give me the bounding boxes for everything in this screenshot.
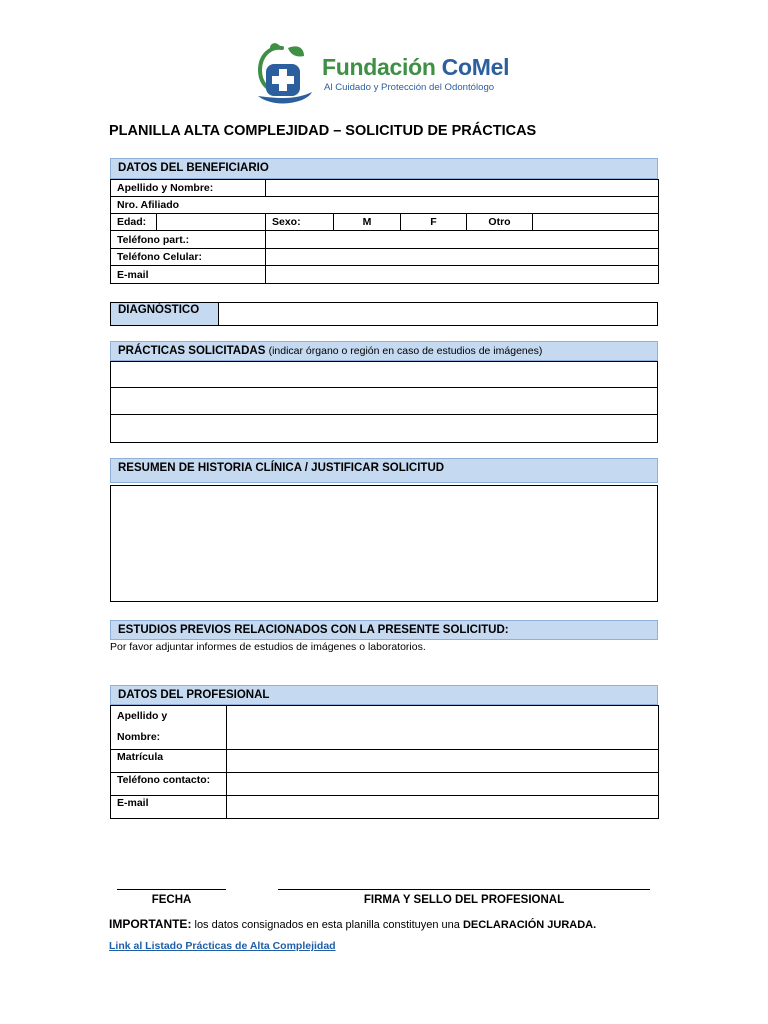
declaracion-jurada: DECLARACIÓN JURADA. [462, 919, 597, 931]
importante-text: los datos consignados en esta planilla constituyen una [191, 919, 463, 931]
practica-row-3[interactable] [110, 414, 658, 443]
practica-row-2[interactable] [110, 387, 658, 415]
telefono-celular-field[interactable] [266, 249, 659, 266]
brand-name-part2: CoMel [441, 54, 510, 80]
telefono-celular-label: Teléfono Celular: [111, 249, 266, 266]
profesional-header: DATOS DEL PROFESIONAL [110, 685, 658, 705]
practica-row-1[interactable] [110, 361, 658, 388]
importante-label: IMPORTANTE: [109, 917, 192, 931]
apellido-nombre-label: Apellido y Nombre: [111, 180, 266, 197]
resumen-header: RESUMEN DE HISTORIA CLÍNICA / JUSTIFICAR SOLICITUD [110, 458, 658, 483]
sexo-option-m[interactable]: M [334, 214, 401, 231]
diagnostico-label: DIAGNÓSTICO [111, 303, 219, 325]
sexo-option-f[interactable]: F [401, 214, 467, 231]
edad-field[interactable] [157, 214, 266, 231]
diagnostico-field[interactable] [220, 303, 657, 325]
profesional-apellido-field[interactable] [227, 706, 659, 750]
firma-line[interactable] [278, 889, 650, 890]
matricula-field[interactable] [227, 750, 659, 773]
importante-note [109, 917, 596, 931]
listado-practicas-link[interactable]: Link al Listado Prácticas de Alta Complejidad [109, 940, 336, 952]
telefono-contacto-label: Teléfono contacto: [111, 773, 227, 796]
brand-tagline: Al Cuidado y Protección del Odontólogo [324, 82, 495, 93]
edad-label: Edad: [111, 214, 157, 231]
nro-afiliado-label[interactable]: Nro. Afiliado [111, 197, 659, 214]
profesional-apellido-line1: Apellido y [117, 710, 168, 722]
apellido-nombre-field[interactable] [266, 180, 659, 197]
fecha-label: FECHA [151, 894, 192, 906]
logo [252, 42, 522, 108]
practicas-header-label: PRÁCTICAS SOLICITADAS [118, 345, 266, 357]
sexo-label: Sexo: [266, 214, 334, 231]
profesional-apellido-line2: Nombre: [117, 731, 161, 743]
profesional-apellido-label [111, 706, 227, 750]
email-label: E-mail [111, 266, 266, 284]
sexo-option-otro[interactable]: Otro [467, 214, 533, 231]
profesional-table [110, 705, 659, 819]
matricula-label: Matrícula [111, 750, 227, 773]
estudios-header: ESTUDIOS PREVIOS RELACIONADOS CON LA PRESENTE SOLICITUD: [110, 620, 658, 640]
profesional-email-field[interactable] [227, 796, 659, 819]
page-title: PLANILLA ALTA COMPLEJIDAD – SOLICITUD DE PRÁCTICAS [109, 123, 537, 139]
fecha-line[interactable] [117, 889, 226, 890]
sexo-otro-field[interactable] [533, 214, 659, 231]
firma-sello-label: FIRMA Y SELLO DEL PROFESIONAL [363, 894, 565, 906]
profesional-email-label: E-mail [111, 796, 227, 819]
beneficiario-table [110, 179, 659, 284]
resumen-field[interactable] [110, 485, 658, 602]
telefono-part-field[interactable] [266, 231, 659, 249]
telefono-part-label: Teléfono part.: [111, 231, 266, 249]
beneficiario-header: DATOS DEL BENEFICIARIO [110, 158, 658, 179]
brand-name [322, 54, 509, 81]
brand-name-part1: Fundación [322, 54, 442, 80]
estudios-note: Por favor adjuntar informes de estudios de imágenes o laboratorios. [110, 641, 426, 653]
practicas-header [110, 341, 658, 361]
email-field[interactable] [266, 266, 659, 284]
telefono-contacto-field[interactable] [227, 773, 659, 796]
cross-leaf-hand-icon [252, 42, 316, 108]
practicas-header-note: (indicar órgano o región en caso de estudios de imágenes) [268, 345, 543, 357]
